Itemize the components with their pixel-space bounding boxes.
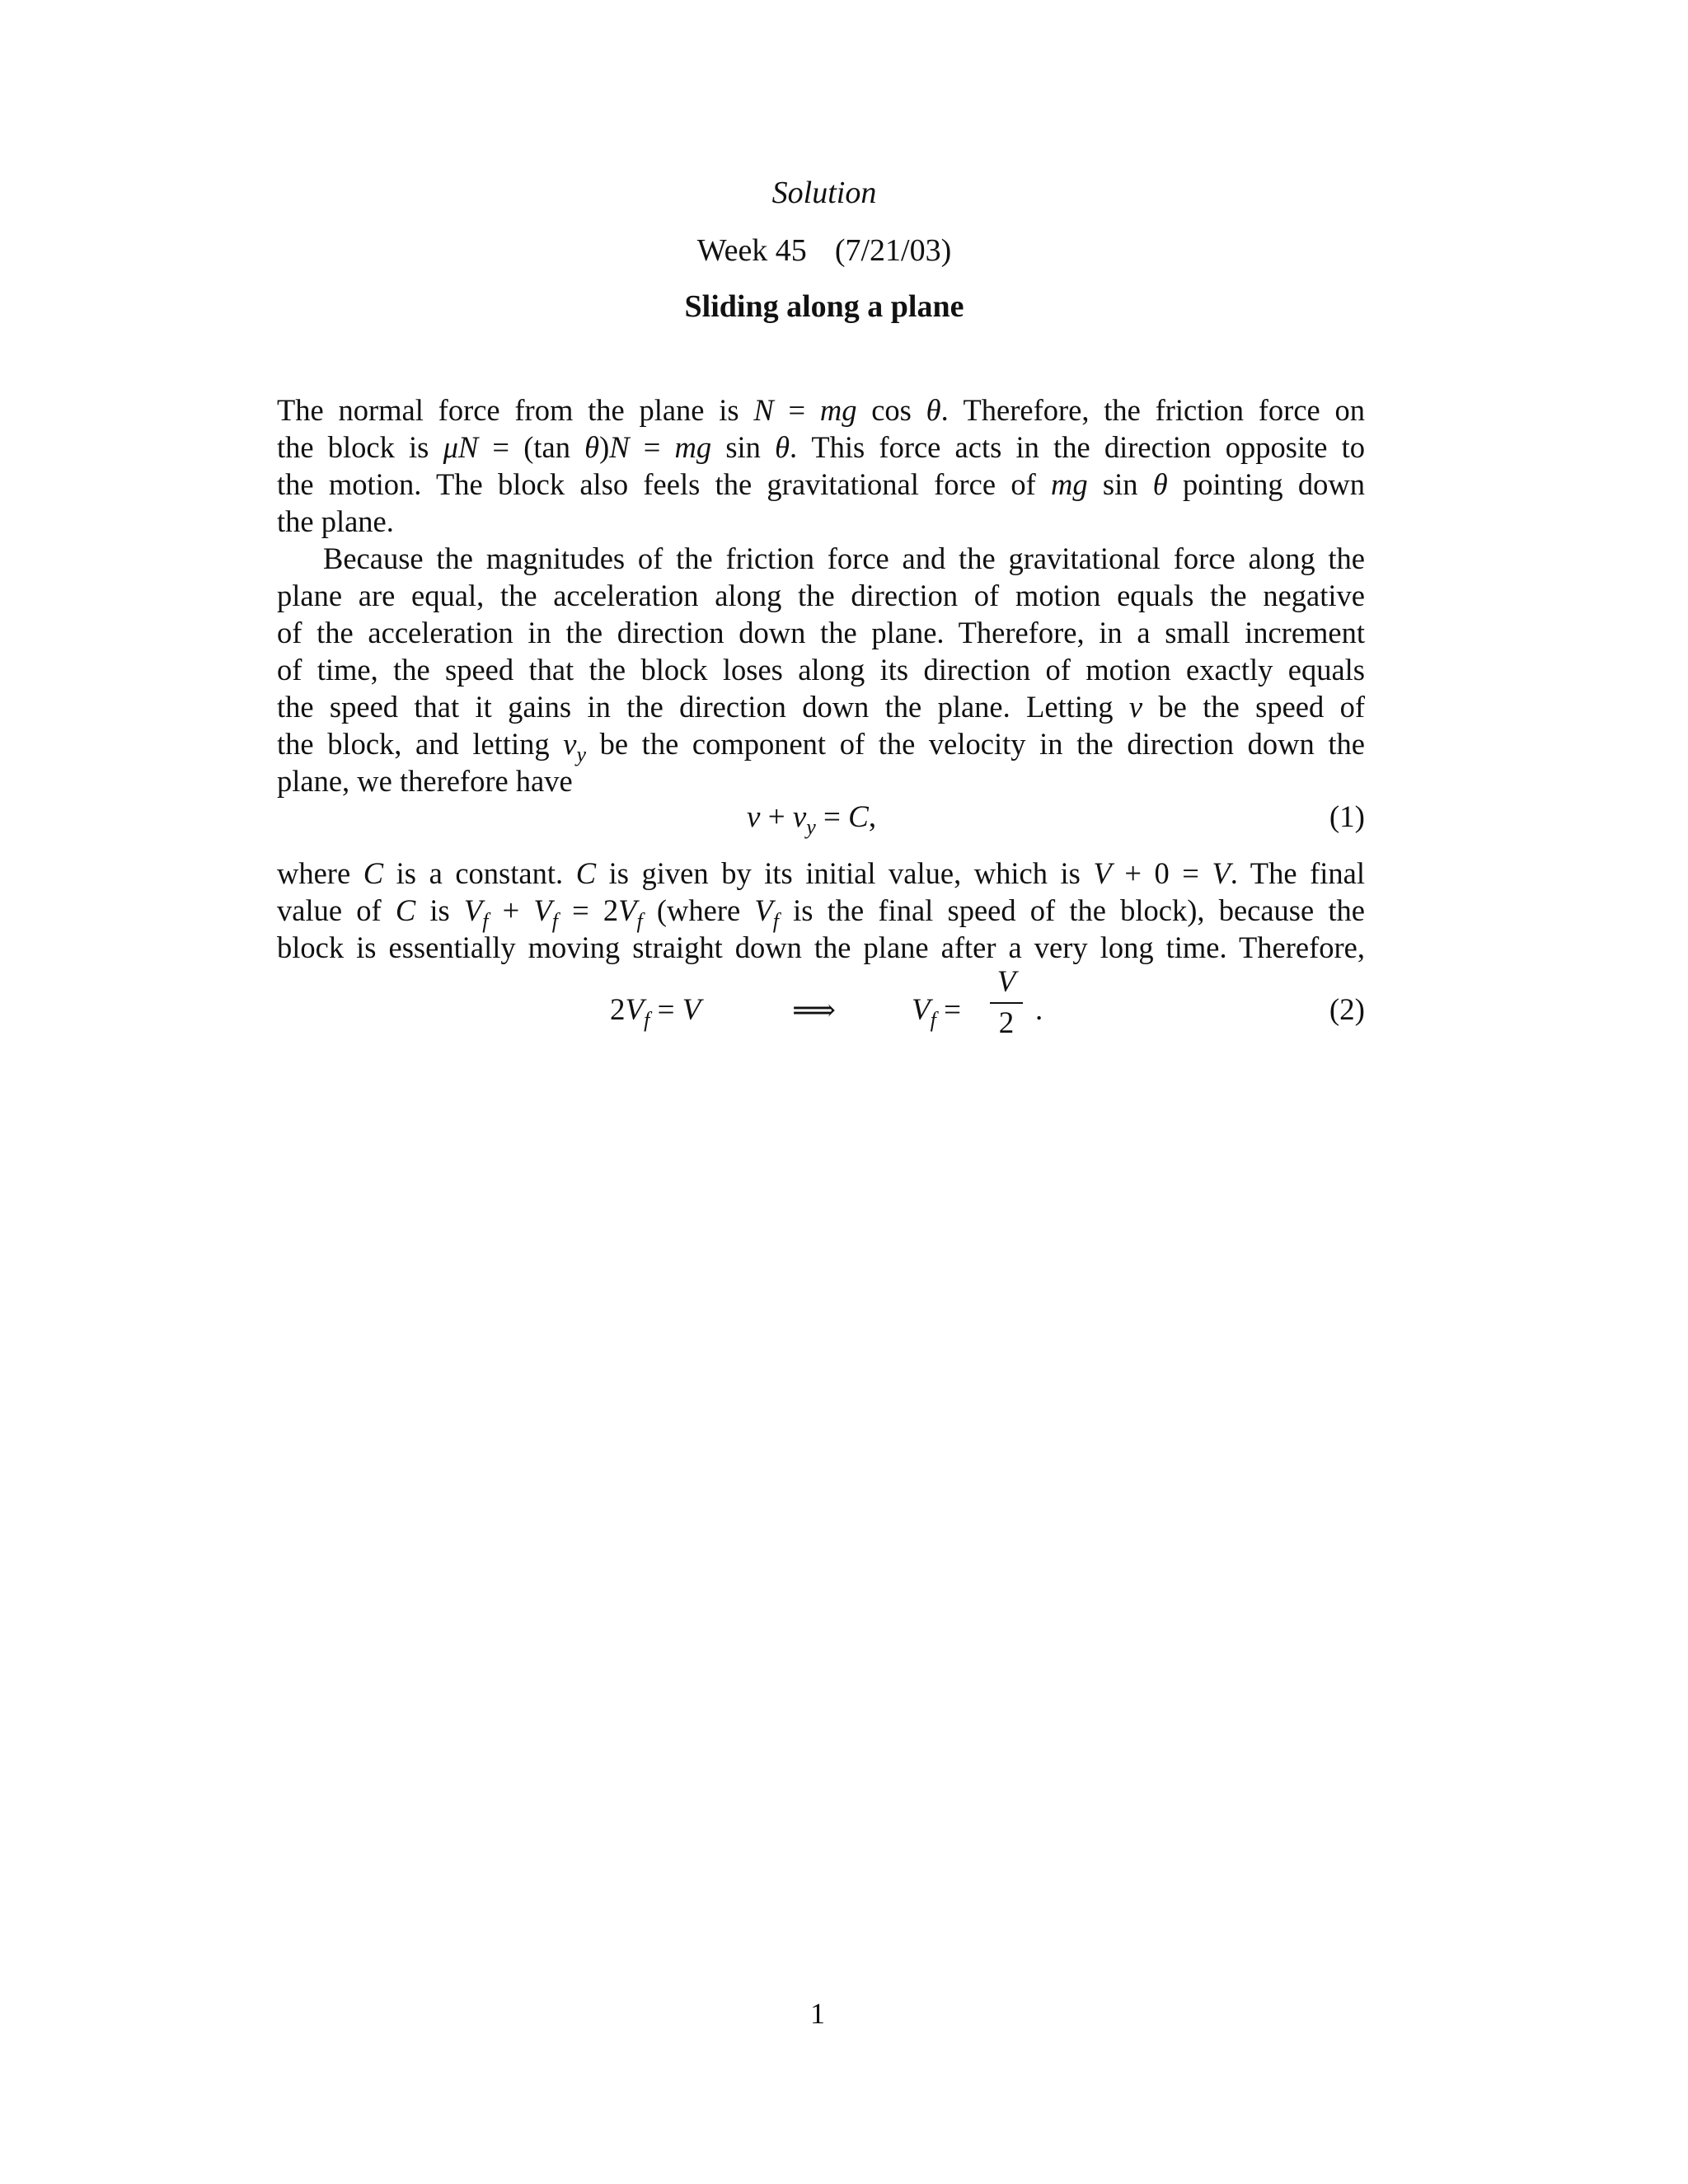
problem-title: Sliding along a plane bbox=[684, 289, 964, 324]
eq1-equals: = bbox=[815, 800, 849, 834]
paragraph-2-line-3: of the acceleration in the direction down the plane. Therefore, in a small increment bbox=[277, 616, 1365, 649]
paragraph-1-line-3: the motion. The block also feels the gravitational force of mg sin θ pointing down bbox=[277, 467, 1365, 501]
equation-2-rhs bbox=[912, 992, 961, 1032]
eq2-fraction-numerator: V bbox=[996, 965, 1016, 999]
eq2-fraction-bar bbox=[990, 1002, 1023, 1004]
paragraph-3-line-3: block is essentially moving straight down the plane after a very long time. Therefore, bbox=[277, 930, 1365, 964]
page-number: 1 bbox=[810, 1997, 825, 2030]
date-label: (7/21/03) bbox=[834, 233, 952, 268]
equation-2 bbox=[277, 964, 1365, 1055]
equation-2-number: (2) bbox=[1329, 993, 1365, 1027]
equation-1-body bbox=[747, 799, 877, 839]
eq1-plus: + bbox=[760, 800, 793, 834]
paragraph-1-line-1: The normal force from the plane is N = mg cos θ. Therefore, the friction force on bbox=[277, 393, 1366, 427]
paragraph-3-line-2: value of C is $V_f + V_f = 2V_f$ (where $V_f$ is the final speed of the block), because the bbox=[277, 893, 1365, 933]
paragraph-1-line-4: the plane. bbox=[277, 504, 394, 538]
eq1-vy: v bbox=[792, 800, 807, 834]
eq1-v: v bbox=[747, 800, 761, 834]
paragraph-1 bbox=[277, 391, 1365, 540]
paragraph-2-line-1: Because the magnitudes of the friction force and the gravitational force along the bbox=[323, 541, 1365, 575]
week-label: Week 45 bbox=[696, 233, 807, 268]
eq1-comma: , bbox=[868, 800, 877, 834]
eq2-fraction-denominator: 2 bbox=[998, 1006, 1015, 1040]
eq2-f-subscript-lhs: f bbox=[644, 1008, 650, 1032]
eq2-Vf-lhs: V bbox=[625, 993, 645, 1027]
paragraph-3-line-1: where C is a constant. C is given by its initial value, which is V + 0 = V. The final bbox=[277, 856, 1366, 890]
paragraph-1-line-2: the block is μN = (tan θ)N = mg sin θ. This force acts in the direction opposite to bbox=[277, 430, 1365, 464]
eq1-vy-subscript: y bbox=[806, 815, 816, 839]
paragraph-2-line-7: plane, we therefore have bbox=[277, 764, 573, 798]
eq2-equals-lhs: = bbox=[649, 993, 682, 1027]
eq2-V-lhs: V bbox=[682, 993, 701, 1027]
eq1-C: C bbox=[848, 800, 869, 834]
eq2-fraction bbox=[990, 964, 1023, 1042]
paragraph-3 bbox=[277, 855, 1365, 966]
week-date-line bbox=[0, 232, 1648, 269]
equation-1 bbox=[277, 799, 1365, 841]
solution-label: Solution bbox=[771, 176, 877, 210]
paragraph-2-line-4: of time, the speed that the block loses along its direction of motion exactly equals bbox=[277, 653, 1365, 687]
eq2-f-subscript-rhs: f bbox=[930, 1008, 936, 1032]
paragraph-2-line-6: the block, and letting $v_y$ be the component of the velocity in the direction down the bbox=[277, 727, 1365, 766]
paragraph-2 bbox=[277, 540, 1365, 799]
equation-2-lhs bbox=[610, 992, 701, 1032]
eq2-equals-rhs: = bbox=[935, 993, 961, 1027]
eq2-period: . bbox=[1035, 993, 1043, 1027]
paragraph-2-line-5: the speed that it gains in the direction down the plane. Letting v be the speed of bbox=[277, 690, 1365, 724]
equation-1-number: (1) bbox=[1329, 800, 1365, 834]
eq2-coefficient: 2 bbox=[610, 993, 626, 1027]
implies-arrow-icon: ⟹ bbox=[792, 994, 837, 1028]
eq2-Vf-rhs: V bbox=[912, 993, 931, 1027]
paragraph-2-line-2: plane are equal, the acceleration along the direction of motion equals the negative bbox=[277, 579, 1365, 612]
